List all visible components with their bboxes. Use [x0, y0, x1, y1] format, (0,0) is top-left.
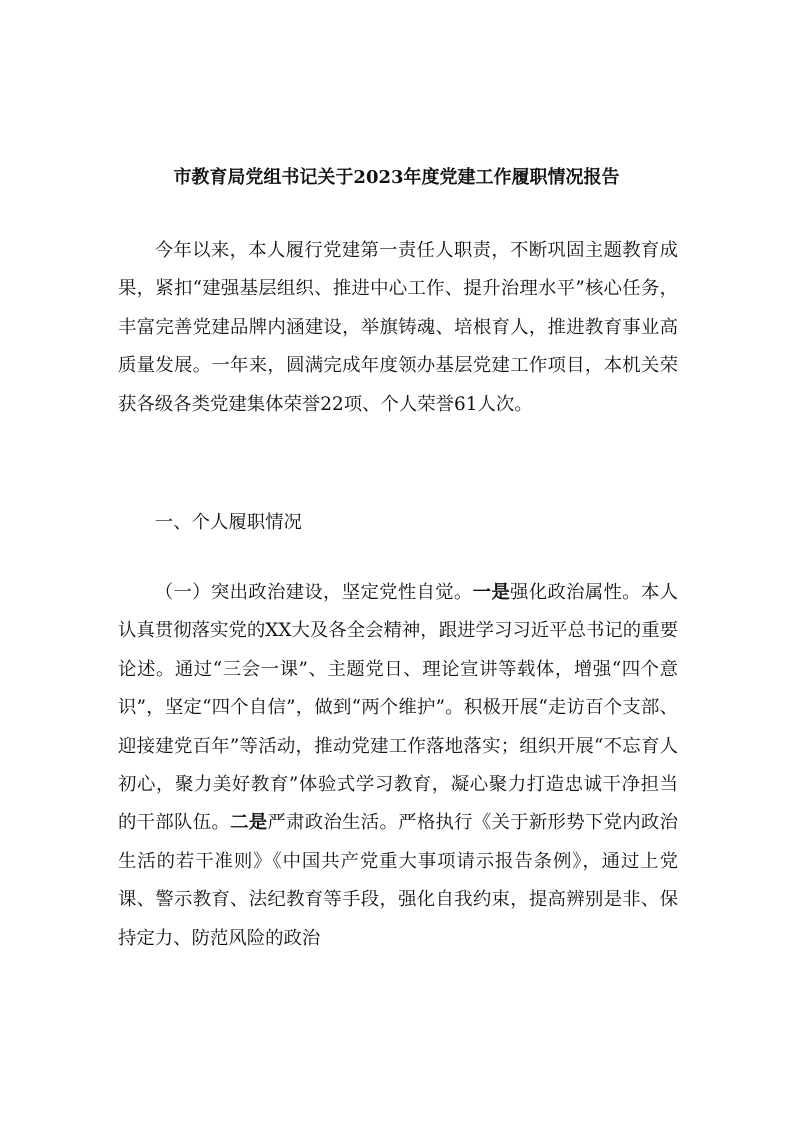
bold-marker-first: 一是	[472, 582, 511, 603]
bold-marker-second: 二是	[230, 812, 268, 834]
paragraph-text-political-life: 严肃政治生活。严格执行《关于新形势下党内政治生活的若干准则》《中国共产党重大事项请示报告条例》，通过上党课、警示教育、法纪教育等手段，强化自我约束，提高辨别是非、保持定力、防范风险的政治	[118, 812, 678, 949]
paragraph-text-political-attribute: 强化政治属性。本人认真贯彻落实党的XX大及各全会精神，跟进学习习近平总书记的重要论述。通过“三会一课”、主题党日、理论宣讲等载体，增强“四个意识”，坚定“四个自信”，做到“两个维护”。积极开展“走访百个支部、迎接建党百年”等活动，推动党建工作落地落实；组织开展“不忘育人初心，聚力美好教育”体验式学习教育，凝心聚力打造忠诚干净担当的干部队伍。	[118, 582, 678, 834]
document-title: 市教育局党组书记关于2023年度党建工作履职情况报告	[173, 167, 620, 188]
section-heading-personal-duties: 一、个人履职情况	[154, 512, 302, 533]
section1-paragraph	[118, 574, 678, 958]
subsection-heading-political-building: （一）突出政治建设，坚定党性自觉。	[154, 582, 473, 603]
intro-paragraph: 今年以来，本人履行党建第一责任人职责，不断巩固主题教育成果，紧扣“建强基层组织、推进中心工作、提升治理水平”核心任务，丰富完善党建品牌内涵建设，举旗铸魂、培根育人，推进教育事业高质量发展。一年来，圆满完成年度领办基层党建工作项目，本机关荣获各级各类党建集体荣誉22项、个人荣誉61人次。	[118, 240, 678, 415]
